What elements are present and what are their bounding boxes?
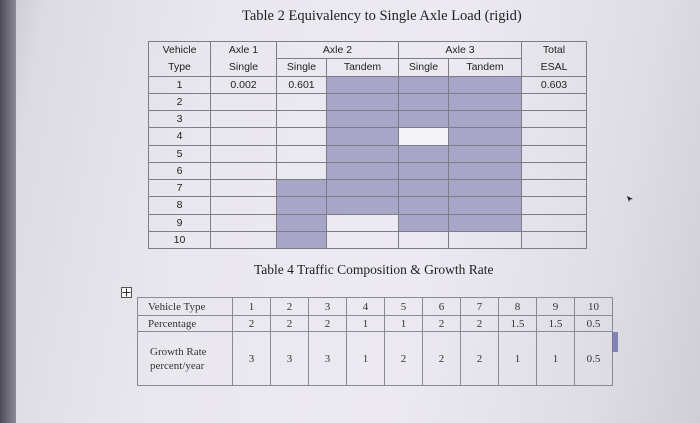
table2-cell-type: 4 — [149, 128, 211, 145]
table2-cell-total — [522, 231, 587, 248]
table4-cell-growth-rate: 1 — [537, 332, 575, 386]
table2-cell-axle3-tandem — [449, 197, 522, 214]
table4-cell-percentage: 2 — [461, 316, 499, 332]
table2-cell-axle2-tandem — [327, 162, 399, 179]
table2-cell-axle1-single — [211, 93, 277, 110]
table2-cell-type: 2 — [149, 93, 211, 110]
table4-cell-growth-rate: 1 — [499, 332, 537, 386]
table2-cell-axle2-tandem — [327, 180, 399, 197]
header-type: Type — [149, 59, 211, 76]
header-esal: ESAL — [522, 59, 587, 76]
table2-cell-axle2-single — [277, 128, 327, 145]
table2-cell-axle2-tandem — [327, 76, 399, 93]
table4-cell-growth-rate: 2 — [461, 332, 499, 386]
table4-cell-percentage: 2 — [233, 316, 271, 332]
table2-cell-axle1-single — [211, 128, 277, 145]
table4-cell-vehicle-type: 8 — [499, 298, 537, 316]
table2-cell-total — [522, 111, 587, 128]
row-label-vehicle-type: Vehicle Type — [138, 298, 233, 316]
table2-cell-axle3-tandem — [449, 76, 522, 93]
table2-cell-axle2-tandem — [327, 128, 399, 145]
table4-cell-percentage: 2 — [309, 316, 347, 332]
header-axle1-single: Single — [211, 59, 277, 76]
table2-row — [149, 197, 587, 214]
table4-cell-percentage: 2 — [271, 316, 309, 332]
table4-cell-vehicle-type: 10 — [575, 298, 613, 316]
row-label-growth-rate: Growth Rate percent/year — [138, 332, 233, 386]
table2-cell-total — [522, 128, 587, 145]
table2-cell-type: 10 — [149, 231, 211, 248]
header-axle2-single: Single — [277, 59, 327, 76]
table4-title: Table 4 Traffic Composition & Growth Rate — [254, 262, 494, 277]
table4-cell-percentage: 2 — [423, 316, 461, 332]
table2-cell-axle3-tandem — [449, 162, 522, 179]
table2-row — [149, 145, 587, 162]
table2-cell-axle1-single — [211, 197, 277, 214]
table2-cell-axle3-single — [399, 162, 449, 179]
header-axle3: Axle 3 — [399, 42, 522, 59]
table4-cell-vehicle-type: 2 — [271, 298, 309, 316]
table2-cell-axle1-single — [211, 111, 277, 128]
table2-cell-axle3-single — [399, 231, 449, 248]
table2-cell-axle3-single — [399, 111, 449, 128]
table2-cell-axle3-single — [399, 180, 449, 197]
table2-cell-axle2-single — [277, 180, 327, 197]
table4-cell-vehicle-type: 7 — [461, 298, 499, 316]
table2-row — [149, 231, 587, 248]
header-axle3-tandem: Tandem — [449, 59, 522, 76]
table2-cell-total — [522, 93, 587, 110]
table2-cell-axle2-single — [277, 111, 327, 128]
table-resize-handle[interactable] — [612, 332, 618, 352]
table2-cell-axle2-tandem — [327, 231, 399, 248]
table2-cell-axle2-single — [277, 197, 327, 214]
table2-cell-axle2-single — [277, 231, 327, 248]
table4-traffic-composition — [137, 297, 613, 386]
table-move-handle-icon[interactable] — [121, 287, 132, 298]
table2-cell-type: 1 — [149, 76, 211, 93]
table4-cell-percentage: 1 — [385, 316, 423, 332]
table2-cell-axle3-single — [399, 128, 449, 145]
table2-cell-type: 3 — [149, 111, 211, 128]
table2-cell-axle1-single — [211, 180, 277, 197]
table2-cell-axle3-single — [399, 197, 449, 214]
table2-cell-axle2-tandem — [327, 93, 399, 110]
table4-cell-percentage: 1.5 — [499, 316, 537, 332]
table2-cell-axle3-single — [399, 76, 449, 93]
table2-cell-type: 9 — [149, 214, 211, 231]
table2-cell-total — [522, 145, 587, 162]
table4-cell-vehicle-type: 4 — [347, 298, 385, 316]
table2-cell-type: 6 — [149, 162, 211, 179]
table4-cell-growth-rate: 2 — [423, 332, 461, 386]
table2-cell-total — [522, 214, 587, 231]
table2-row — [149, 111, 587, 128]
table2-row — [149, 180, 587, 197]
table4-cell-vehicle-type: 6 — [423, 298, 461, 316]
table4-cell-percentage: 1 — [347, 316, 385, 332]
table2-cell-total — [522, 162, 587, 179]
table2-cell-total — [522, 197, 587, 214]
table4-cell-percentage: 1.5 — [537, 316, 575, 332]
table2-cell-axle1-single — [211, 162, 277, 179]
table2-equivalency — [148, 41, 587, 249]
table2-cell-axle1-single — [211, 231, 277, 248]
table2-cell-axle2-tandem — [327, 197, 399, 214]
table4-cell-growth-rate: 2 — [385, 332, 423, 386]
table4-cell-growth-rate: 1 — [347, 332, 385, 386]
table2-row — [149, 93, 587, 110]
table2-cell-axle2-tandem — [327, 214, 399, 231]
table4-cell-percentage: 0.5 — [575, 316, 613, 332]
table2-row — [149, 128, 587, 145]
header-total: Total — [522, 42, 587, 59]
table2-cell-axle3-tandem — [449, 180, 522, 197]
row-label-percentage: Percentage — [138, 316, 233, 332]
page-edge-shadow — [0, 0, 16, 423]
table2-cell-axle2-tandem — [327, 111, 399, 128]
table2-cell-axle2-single — [277, 214, 327, 231]
table2-cell-axle3-single — [399, 214, 449, 231]
table2-title: Table 2 Equivalency to Single Axle Load (rigid) — [242, 8, 522, 24]
table4-cell-vehicle-type: 5 — [385, 298, 423, 316]
table2-cell-axle3-tandem — [449, 128, 522, 145]
header-axle3-single: Single — [399, 59, 449, 76]
table4-cell-growth-rate: 3 — [271, 332, 309, 386]
table2-cell-type: 8 — [149, 197, 211, 214]
table2-cell-axle2-single — [277, 145, 327, 162]
table2-cell-axle3-single — [399, 145, 449, 162]
table2-cell-axle3-tandem — [449, 93, 522, 110]
table4-cell-growth-rate: 3 — [309, 332, 347, 386]
table2-cell-axle3-tandem — [449, 214, 522, 231]
table2-row — [149, 76, 587, 93]
table2-cell-axle2-single — [277, 93, 327, 110]
table2-cell-axle3-tandem — [449, 111, 522, 128]
table2-cell-axle1-single — [211, 214, 277, 231]
table2-cell-axle1-single: 0.002 — [211, 76, 277, 93]
table2-cell-axle1-single — [211, 145, 277, 162]
mouse-pointer-icon — [627, 196, 633, 202]
table2-cell-axle3-tandem — [449, 231, 522, 248]
table2-cell-axle2-single: 0.601 — [277, 76, 327, 93]
table2-cell-total — [522, 180, 587, 197]
header-axle1: Axle 1 — [211, 42, 277, 59]
table2-cell-type: 5 — [149, 145, 211, 162]
table2-cell-axle2-single — [277, 162, 327, 179]
table4-cell-vehicle-type: 9 — [537, 298, 575, 316]
table2-row — [149, 214, 587, 231]
header-axle2: Axle 2 — [277, 42, 399, 59]
table4-cell-growth-rate: 3 — [233, 332, 271, 386]
table2-cell-axle2-tandem — [327, 145, 399, 162]
table2-cell-type: 7 — [149, 180, 211, 197]
header-vehicle: Vehicle — [149, 42, 211, 59]
table2-cell-total: 0.603 — [522, 76, 587, 93]
header-axle2-tandem: Tandem — [327, 59, 399, 76]
table2-cell-axle3-tandem — [449, 145, 522, 162]
table2-cell-axle3-single — [399, 93, 449, 110]
table4-cell-growth-rate: 0.5 — [575, 332, 613, 386]
table4-cell-vehicle-type: 1 — [233, 298, 271, 316]
table2-row — [149, 162, 587, 179]
table4-cell-vehicle-type: 3 — [309, 298, 347, 316]
